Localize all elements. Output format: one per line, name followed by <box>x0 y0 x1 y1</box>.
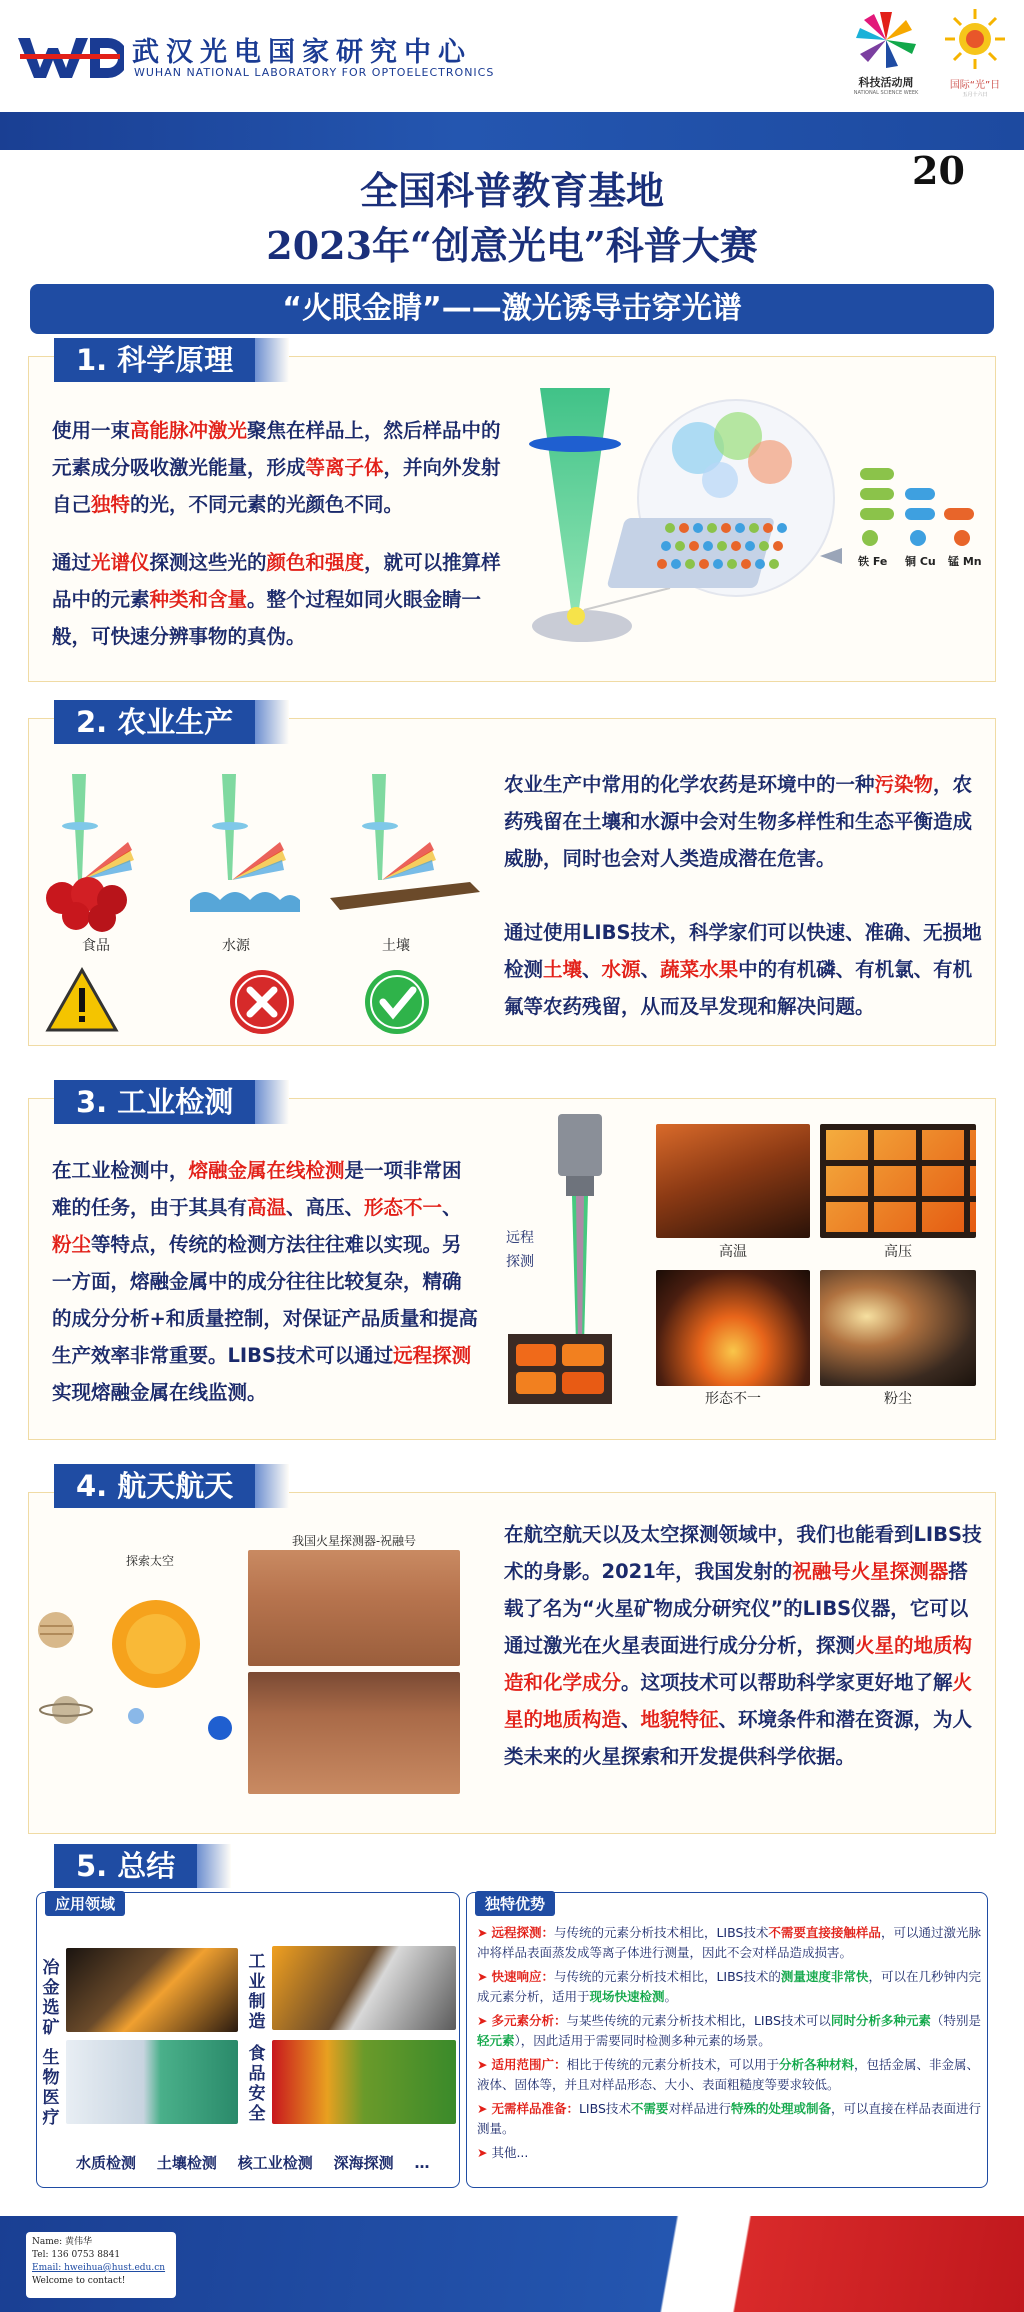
highlight-text: 熔融金属在线检测 <box>188 1159 345 1182</box>
text-run: 其他... <box>491 2145 529 2160</box>
highlight-text: 适用范围广： <box>491 2057 567 2072</box>
probe-head-icon <box>558 1114 602 1176</box>
laser-beam-icon <box>540 388 610 616</box>
photo-high-pressure <box>820 1124 976 1238</box>
highlight-text: 测量速度非常快 <box>780 1969 869 1984</box>
saturn-icon <box>52 1696 80 1724</box>
highlight-text: 地貌特征 <box>640 1708 719 1731</box>
contact-welcome: Welcome to contact! <box>32 2276 126 2286</box>
caption-high-temperature: 高温 <box>719 1244 747 1260</box>
text-run: 与传统的元素分析技术相比，LIBS技术 <box>553 1925 769 1940</box>
advantage-no-preparation <box>477 2099 982 2139</box>
text-run: 的光，不同元素的光颜色不同。 <box>130 493 404 516</box>
light-day-sub: 五月十六日 <box>962 92 988 98</box>
caption-food: 食品 <box>82 938 110 954</box>
app-label-biomedical: 生物医疗 <box>42 2048 60 2128</box>
section-4-heading: 4. 航天航天 <box>54 1464 255 1508</box>
science-week-logo <box>846 10 926 100</box>
section-5-heading: 5. 总结 <box>54 1844 197 1888</box>
highlight-text: 特殊的处理或制备 <box>730 2101 831 2116</box>
highlight-text: 远程探测： <box>491 1925 554 1940</box>
title-line-1: 全国科普教育基地 <box>359 168 664 213</box>
text-run: 对样品进行 <box>668 2101 731 2116</box>
highlight-text: 现场快速检测 <box>589 1989 665 2004</box>
caption-varied-forms: 形态不一 <box>705 1391 761 1407</box>
text-run: 聚焦在样品上，然后样品中的元素成分吸收激光能量，形成 <box>52 419 501 479</box>
highlight-text: 等离子体 <box>305 456 384 479</box>
starburst-icon <box>846 10 926 70</box>
highlight-text: 形态不一 <box>364 1196 443 1219</box>
highlight-text: 快速响应： <box>491 1969 554 1984</box>
text-run: 与某些传统的元素分析技术相比，LIBS技术可以 <box>566 2013 831 2028</box>
science-week-sub: NATIONAL SCIENCE WEEK <box>853 90 919 96</box>
text-run: 、 <box>621 1708 641 1731</box>
water-laser-icon <box>190 774 300 912</box>
highlight-text: 粉尘 <box>52 1233 92 1256</box>
soil-laser-icon <box>330 774 480 910</box>
element-label-mn: 锰 Mn <box>948 555 982 568</box>
photo-biomedical <box>66 2040 238 2124</box>
highlight-text: 祝融号火星探测器 <box>792 1560 949 1583</box>
app-label-food-safety: 食品安全 <box>248 2044 266 2124</box>
bullet-arrow-icon: ➤ <box>477 1925 492 1940</box>
text-run: 与传统的元素分析技术相比，LIBS技术的 <box>553 1969 781 1984</box>
highlight-text: 独特 <box>91 493 131 516</box>
advantages-box <box>466 1892 988 2188</box>
section-1-paragraph-1 <box>52 412 502 523</box>
text-run: ），因此适用于需要同时检测多种元素的场景。 <box>514 2033 771 2048</box>
text-run: 。整个过程如同火眼金睛一般，可快速分辨事物的真伪。 <box>52 588 482 648</box>
highlight-text: 高温 <box>247 1196 287 1219</box>
text-run: 相比于传统的元素分析技术，可以用于 <box>566 2057 779 2072</box>
section-3-heading: 3. 工业检测 <box>54 1080 255 1124</box>
highlight-text: 轻元素 <box>477 2033 515 2048</box>
highlight-text: 远程探测 <box>393 1344 472 1367</box>
photo-manufacturing <box>272 1946 456 2030</box>
highlight-text: 同时分析多种元素 <box>830 2013 931 2028</box>
error-cross-icon <box>230 970 294 1034</box>
text-run: LIBS技术 <box>578 2101 631 2116</box>
text-run: 。这项技术可以帮助科学家更好地了解 <box>621 1671 953 1694</box>
element-label-fe: 铁 Fe <box>858 555 888 568</box>
food-laser-icon <box>46 774 134 932</box>
jupiter-icon <box>38 1612 74 1648</box>
applications-list: 水质检测 土壤检测 核工业检测 深海探测 … <box>76 2154 430 2172</box>
applications-tag: 应用领域 <box>45 1891 125 1916</box>
text-run: 通过使用LIBS技术，科学家们可以快速、准确、无损地检测 <box>504 921 982 981</box>
contact-name: Name: 黄伟华 <box>32 2237 92 2247</box>
photo-varied-forms <box>656 1270 810 1386</box>
text-run: 、 <box>442 1196 462 1219</box>
bullet-arrow-icon: ➤ <box>477 2013 492 2028</box>
advantages-tag: 独特优势 <box>475 1891 555 1916</box>
text-run: ，包括金属、非金属、液体、固体等，并且对样品形态、大小、表面粗糙度等要求较低。 <box>477 2057 980 2092</box>
text-run: 是一项非常困难的任务，由于其具有 <box>52 1159 462 1219</box>
highlight-text: 土壤 <box>543 958 583 981</box>
highlight-text: 高能脉冲激光 <box>130 419 248 442</box>
app-label-manufacturing: 工业制造 <box>248 1952 266 2032</box>
warning-icon <box>48 970 116 1030</box>
highlight-text: 光谱仪 <box>91 551 150 574</box>
agriculture-illustration <box>40 770 490 1040</box>
caption-water: 水源 <box>222 938 250 954</box>
text-run: 探测这些光的 <box>149 551 267 574</box>
highlight-text: 分析各种材料 <box>778 2057 854 2072</box>
bullet-arrow-icon: ➤ <box>477 1969 492 1984</box>
contact-tel: Tel: 136 0753 8841 <box>32 2250 121 2260</box>
text-run: 通过 <box>52 551 92 574</box>
page-number: 20 <box>912 148 965 193</box>
section-4-paragraph-1 <box>504 1516 982 1775</box>
text-run: 农业生产中常用的化学农药是环境中的一种 <box>504 773 875 796</box>
text-run: ，可以直接在样品表面进行测量。 <box>477 2101 981 2136</box>
highlight-text: 种类和含量 <box>149 588 248 611</box>
caption-soil: 土壤 <box>382 938 410 954</box>
section-3-paragraph-1 <box>52 1152 480 1411</box>
highlight-text: 多元素分析： <box>491 2013 567 2028</box>
solar-system-illustration <box>36 1570 236 1790</box>
section-2-paragraph-1 <box>504 766 982 877</box>
element-label-cu: 铜 Cu <box>905 555 936 568</box>
text-run: 。 <box>664 1989 678 2004</box>
top-band <box>0 112 1024 150</box>
neptune-icon <box>208 1716 232 1740</box>
text-run: 、高压、 <box>286 1196 365 1219</box>
advantage-multi-element <box>477 2011 982 2051</box>
wnlo-logo-icon <box>18 34 124 80</box>
section-1-paragraph-2 <box>52 544 502 655</box>
text-run: 实现熔融金属在线监测。 <box>52 1381 267 1404</box>
text-run: （特别是 <box>930 2013 981 2028</box>
caption-high-pressure: 高压 <box>884 1244 912 1260</box>
text-run: 等特点，传统的检测方法往往难以实现。另一方面，熔融金属中的成分往往比较复杂，精确的成分分析+和质量控制，对保证产品质量和提高生产效率非常重要。LIBS技术可以通过 <box>52 1233 478 1367</box>
caption-dust: 粉尘 <box>884 1391 912 1407</box>
contact-email[interactable]: Email: hweihua@hust.edu.cn <box>32 2263 166 2273</box>
advantage-fast-response <box>477 1967 982 2007</box>
photo-zhurong-rover-1 <box>248 1550 460 1666</box>
light-day-text: 国际“光”日 <box>949 80 1001 91</box>
contact-card <box>26 2232 176 2298</box>
photo-food-safety <box>272 2040 456 2124</box>
photo-high-temperature <box>656 1124 810 1238</box>
section-1-heading: 1. 科学原理 <box>54 338 255 382</box>
text-run: 中的有机磷、有机氯、有机氟等农药残留，从而及早发现和解决问题。 <box>504 958 973 1018</box>
sun-icon <box>940 6 1010 72</box>
highlight-text: 水源 <box>601 958 641 981</box>
science-week-text: 科技活动周 <box>858 76 914 89</box>
explore-space-label: 探索太空 <box>126 1554 175 1568</box>
text-run: ，并向外发射自己 <box>52 456 501 516</box>
highlight-text: 不需要直接接触样品 <box>768 1925 881 1940</box>
advantage-wide-range <box>477 2055 982 2095</box>
title-line-2: 2023年“创意光电”科普大赛 <box>266 223 758 268</box>
text-run: 使用一束 <box>52 419 131 442</box>
text-run: ，农药残留在土壤和水源中会对生物多样性和生态平衡造成威胁，同时也会对人类造成潜在危害。 <box>504 773 973 870</box>
advantage-remote-detection <box>477 1923 982 1963</box>
highlight-text: 不需要 <box>630 2101 669 2116</box>
app-label-metallurgy: 冶金选矿 <box>42 1958 60 2038</box>
text-run: 在工业检测中， <box>52 1159 189 1182</box>
text-run: 、 <box>640 958 661 981</box>
photo-metallurgy <box>66 1948 238 2032</box>
photo-dust <box>820 1270 976 1386</box>
text-run: ，可以通过激光脉冲将样品表面蒸发成等离子体进行测量，因此不会对样品造成损害。 <box>477 1925 981 1960</box>
earth-icon <box>128 1708 144 1724</box>
highlight-text: 蔬菜水果 <box>660 958 739 981</box>
rover-label: 我国火星探测器-祝融号 <box>291 1534 417 1548</box>
light-day-logo <box>934 6 1016 102</box>
text-run: 、 <box>582 958 602 981</box>
text-run: ，可以在几秒钟内完成元素分析，适用于 <box>477 1969 981 2004</box>
advantage-others <box>477 2143 982 2163</box>
highlight-text: 火星的地质构造和化学成分 <box>504 1634 973 1694</box>
section-2-paragraph-2 <box>504 914 982 1025</box>
text-run: ，就可以推算样品中的元素 <box>52 551 501 611</box>
text-run: 、环境条件和潜在资源，为人类未来的火星探索和开发提供科学依据。 <box>504 1708 973 1768</box>
highlight-text: 污染物 <box>874 773 934 796</box>
text-run: 搭载了名为“火星矿物成分研究仪”的LIBS仪器，它可以通过激光在火星表面进行成分分析，探测 <box>504 1560 969 1657</box>
highlight-text: 颜色和强度 <box>266 551 365 574</box>
check-ok-icon <box>365 970 429 1034</box>
photo-zhurong-rover-2 <box>248 1672 460 1794</box>
libs-principle-diagram <box>520 388 990 658</box>
bullet-arrow-icon: ➤ <box>477 2057 492 2072</box>
subtitle-bar: “火眼金睛”——激光诱导击穿光谱 <box>30 284 994 334</box>
plasma-spark-icon <box>567 607 585 625</box>
header <box>0 0 1024 112</box>
org-name-en: WUHAN NATIONAL LABORATORY FOR OPTOELECTRONICS <box>134 66 495 79</box>
text-run: 在航空航天以及太空探测领域中，我们也能看到LIBS技术的身影。2021年，我国发射的 <box>504 1523 982 1583</box>
lens-icon <box>529 436 621 452</box>
bullet-arrow-icon: ➤ <box>477 2101 492 2116</box>
org-name-cn: 武汉光电国家研究中心 <box>132 37 472 68</box>
section-2-heading: 2. 农业生产 <box>54 700 255 744</box>
highlight-text: 火星的地质构造 <box>504 1671 973 1731</box>
highlight-text: 无需样品准备： <box>491 2101 579 2116</box>
remote-detection-label: 远程探测 <box>506 1230 534 1270</box>
bullet-arrow-icon: ➤ <box>477 2145 492 2160</box>
